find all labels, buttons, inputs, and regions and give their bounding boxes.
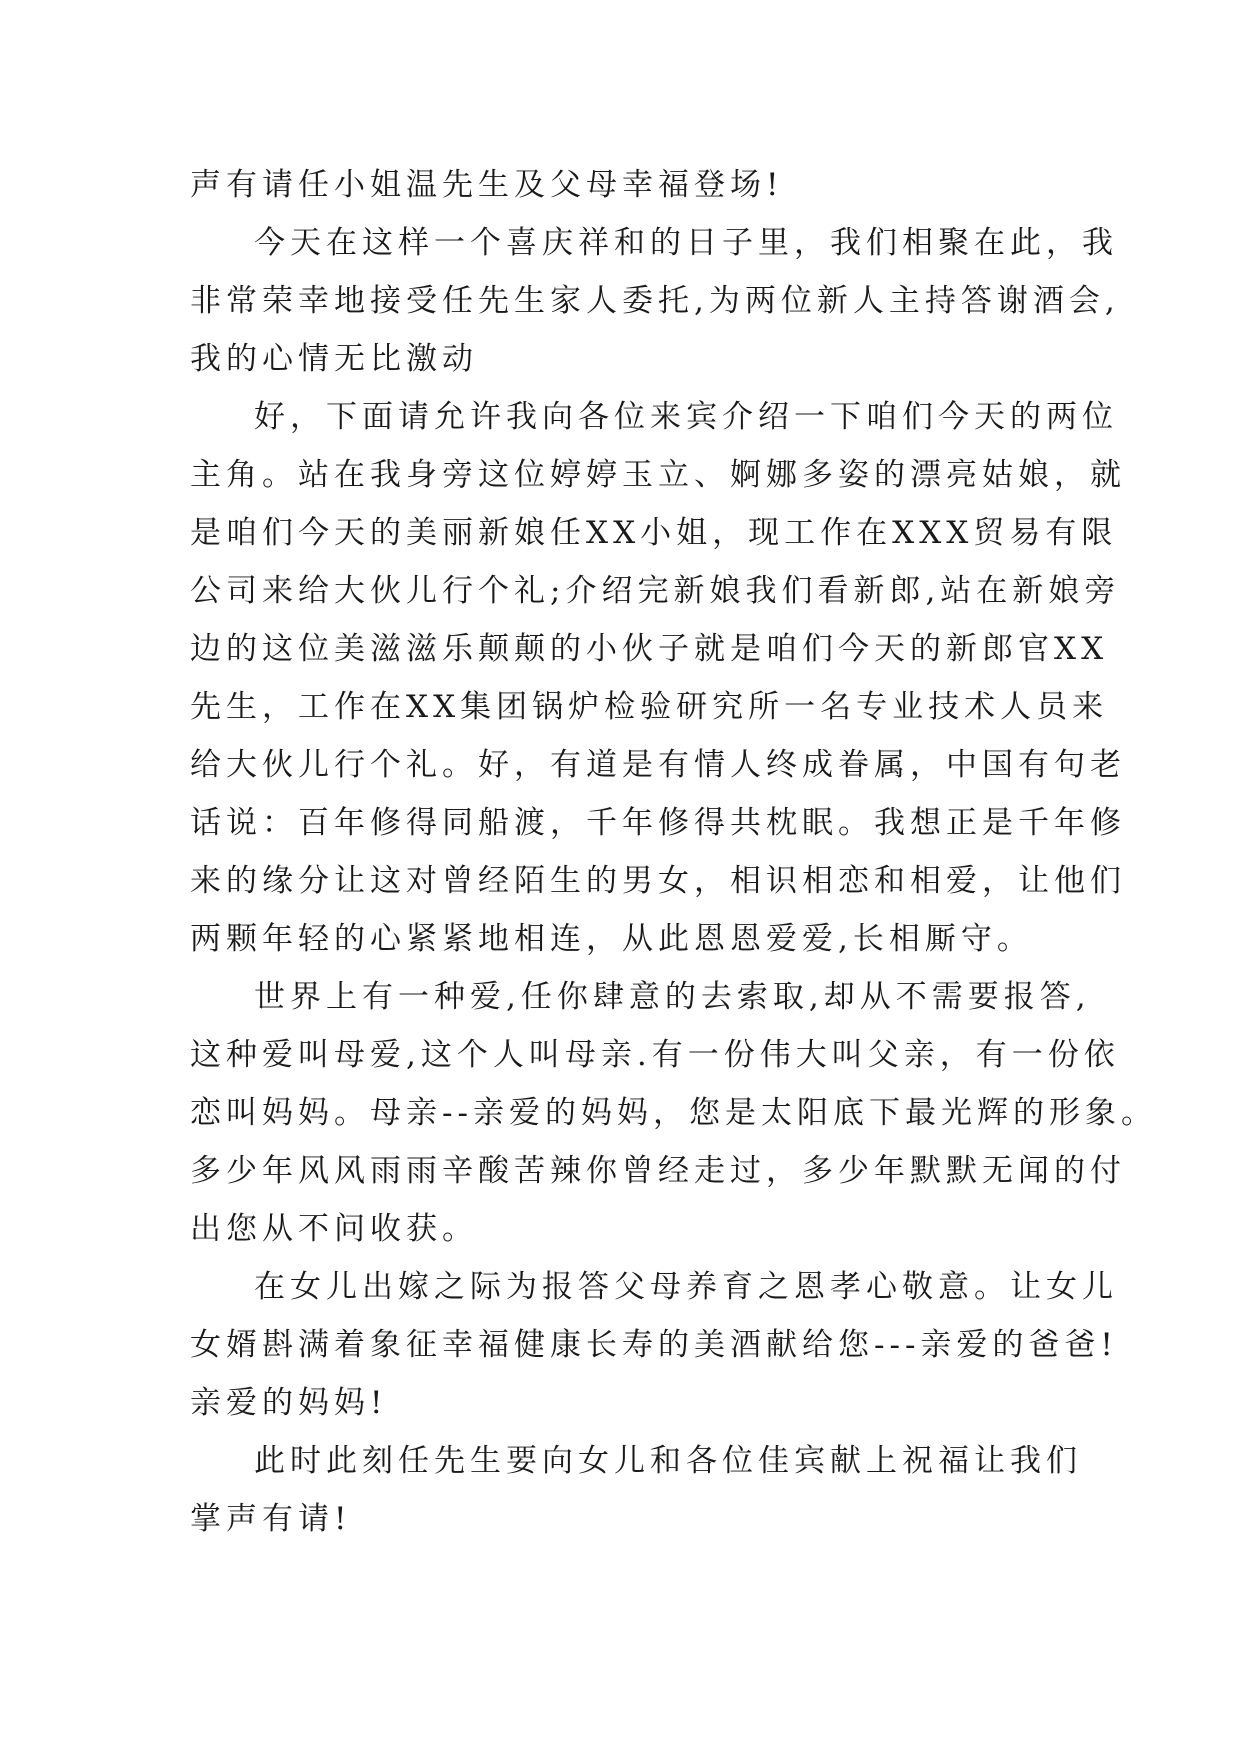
text-line: 给大伙儿行个礼。好，有道是有情人终成眷属，中国有句老 — [190, 747, 1126, 783]
text-line: 先生，工作在XX集团锅炉检验研究所一名专业技术人员来 — [190, 689, 1109, 725]
text-line: 女婿斟满着象征幸福健康长寿的美酒献给您---亲爱的爸爸! — [190, 1327, 1118, 1363]
document-body — [190, 156, 1157, 1548]
text-line: 主角。站在我身旁这位婷婷玉立、婀娜多姿的漂亮姑娘，就 — [190, 457, 1126, 493]
text-line: 非常荣幸地接受任先生家人委托,为两位新人主持答谢酒会, — [190, 283, 1120, 319]
paragraph-first-line: 今天在这样一个喜庆祥和的日子里，我们相聚在此，我 — [254, 225, 1118, 261]
text-line: 两颗年轻的心紧紧地相连，从此恩恩爱爱,长相厮守。 — [190, 921, 1033, 957]
text-line: 边的这位美滋滋乐颠颠的小伙子就是咱们今天的新郎官XX — [190, 631, 1109, 667]
text-line: 话说：百年修得同船渡，千年修得共枕眠。我想正是千年修 — [190, 805, 1126, 841]
text-line: 我的心情无比激动 — [190, 341, 478, 377]
text-line: 这种爱叫母爱,这个人叫母亲.有一份伟大叫父亲，有一份依 — [190, 1037, 1120, 1073]
text-line: 是咱们今天的美丽新娘任XX小姐，现工作在XXX贸易有限 — [190, 515, 1118, 551]
text-line: 出您从不问收获。 — [190, 1211, 478, 1247]
paragraph-first-line: 好，下面请允许我向各位来宾介绍一下咱们今天的两位 — [254, 399, 1118, 435]
text-line: 多少年风风雨雨辛酸苦辣你曾经走过，多少年默默无闻的付 — [190, 1153, 1126, 1189]
text-line: 公司来给大伙儿行个礼;介绍完新娘我们看新郎,站在新娘旁 — [190, 573, 1121, 609]
text-line: 掌声有请! — [190, 1501, 352, 1537]
text-line: 来的缘分让这对曾经陌生的男女，相识相恋和相爱，让他们 — [190, 863, 1126, 899]
paragraph-first-line: 在女儿出嫁之际为报答父母养育之恩孝心敬意。让女儿 — [254, 1269, 1118, 1305]
text-line: 恋叫妈妈。母亲--亲爱的妈妈，您是太阳底下最光辉的形象。 — [190, 1095, 1157, 1131]
text-line: 声有请任小姐温先生及父母幸福登场! — [190, 167, 784, 203]
paragraph-first-line: 世界上有一种爱,任你肆意的去索取,却从不需要报答, — [254, 979, 1091, 1015]
paragraph-first-line: 此时此刻任先生要向女儿和各位佳宾献上祝福让我们 — [254, 1443, 1082, 1479]
text-line: 亲爱的妈妈! — [190, 1385, 388, 1421]
